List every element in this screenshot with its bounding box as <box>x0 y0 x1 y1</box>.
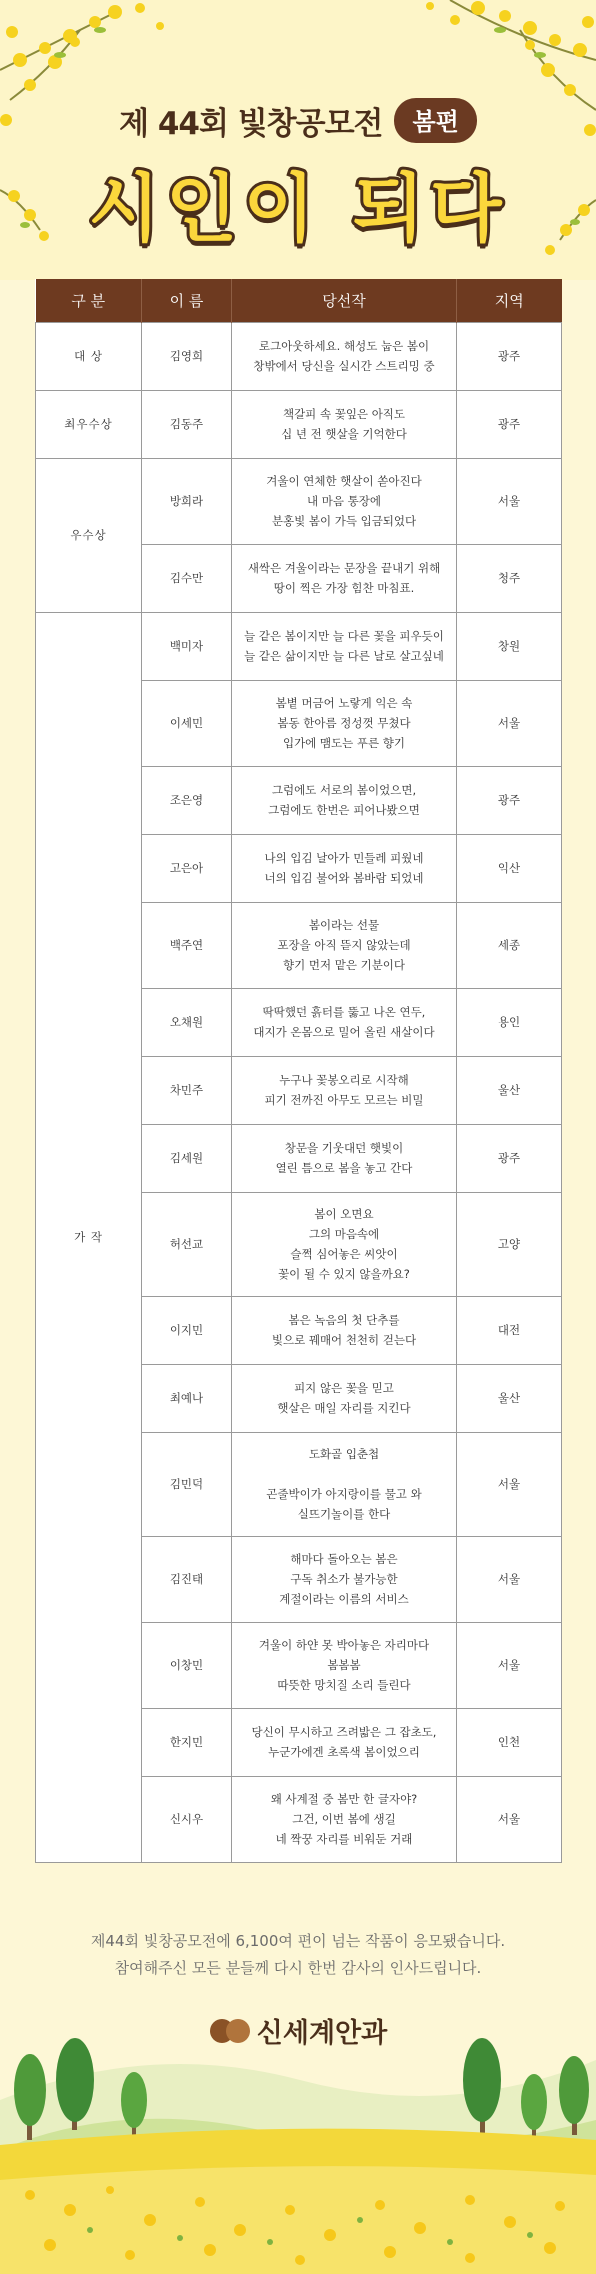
work-cell: 로그아웃하세요. 해성도 눕은 봄이 창밖에서 당신을 실시간 스트리밍 중 <box>232 322 457 390</box>
header-work: 당선작 <box>232 279 457 322</box>
work-cell: 새싹은 겨울이라는 문장을 끝내기 위해 땅이 찍은 가장 힘찬 마침표. <box>232 544 457 612</box>
name-cell: 신시우 <box>142 1776 232 1862</box>
region-cell: 대전 <box>457 1296 562 1364</box>
award-cell: 가 작 <box>36 612 142 1862</box>
region-cell: 광주 <box>457 1124 562 1192</box>
work-cell: 봄이 오면요 그의 마음속에 슬쩍 심어놓은 씨앗이 꽃이 될 수 있지 않을까요? <box>232 1192 457 1296</box>
region-cell: 서울 <box>457 680 562 766</box>
region-cell: 서울 <box>457 1776 562 1862</box>
table-header-row <box>36 279 562 322</box>
name-cell: 김영희 <box>142 322 232 390</box>
work-cell: 봄이라는 선물 포장을 아직 뜯지 않았는데 향기 먼저 맡은 기분이다 <box>232 902 457 988</box>
work-cell: 왜 사계절 중 봄만 한 글자야? 그건, 이번 봄에 생길 네 짝꿍 자리를 비워둔 거래 <box>232 1776 457 1862</box>
name-cell: 백주연 <box>142 902 232 988</box>
name-cell: 한지민 <box>142 1708 232 1776</box>
header-award: 구 분 <box>36 279 142 322</box>
region-cell: 광주 <box>457 766 562 834</box>
name-cell: 김동주 <box>142 390 232 458</box>
header-region: 지역 <box>457 279 562 322</box>
region-cell: 서울 <box>457 1432 562 1536</box>
region-cell: 고양 <box>457 1192 562 1296</box>
brand-logo-icon <box>209 2018 251 2044</box>
award-cell: 대 상 <box>36 322 142 390</box>
closing-message: 제44회 빛창공모전에 6,100여 편이 넘는 작품이 응모됐습니다. 참여해주신 모든 분들께 다시 한번 감사의 인사드립니다. <box>90 1932 506 1977</box>
work-cell: 나의 입김 날아가 민들레 피웠네 너의 입김 불어와 봄바람 되었네 <box>232 834 457 902</box>
header-banner <box>0 0 596 280</box>
table-row <box>36 390 562 458</box>
work-cell: 창문을 기웃대던 햇빛이 열린 틈으로 봄을 놓고 간다 <box>232 1124 457 1192</box>
region-cell: 서울 <box>457 1536 562 1622</box>
name-cell: 백미자 <box>142 612 232 680</box>
brand-name: 신세계안과 <box>256 2018 388 2049</box>
work-cell: 겨울이 하얀 못 박아놓은 자리마다 봄봄봄 따뜻한 망치질 소리 들린다 <box>232 1622 457 1708</box>
contest-subtitle: 제 44회 빛창공모전 <box>119 106 383 142</box>
work-cell: 누구나 꽃봉오리로 시작해 피기 전까진 아무도 모르는 비밀 <box>232 1056 457 1124</box>
region-cell: 서울 <box>457 458 562 544</box>
work-cell: 책갈피 속 꽃잎은 아직도 십 년 전 햇살을 기억한다 <box>232 390 457 458</box>
region-cell: 광주 <box>457 322 562 390</box>
name-cell: 김진태 <box>142 1536 232 1622</box>
name-cell: 허선교 <box>142 1192 232 1296</box>
region-cell: 세종 <box>457 902 562 988</box>
work-cell: 늘 같은 봄이지만 늘 다른 꽃을 피우듯이 늘 같은 삶이지만 늘 다른 날로 살고싶네 <box>232 612 457 680</box>
name-cell: 최예나 <box>142 1364 232 1432</box>
table-row <box>36 458 562 544</box>
region-cell: 광주 <box>457 390 562 458</box>
table-row <box>36 322 562 390</box>
name-cell: 차민주 <box>142 1056 232 1124</box>
work-cell: 딱딱했던 흙터를 뚫고 나온 연두, 대지가 온몸으로 밀어 올린 새살이다 <box>232 988 457 1056</box>
region-cell: 익산 <box>457 834 562 902</box>
name-cell: 오채원 <box>142 988 232 1056</box>
name-cell: 조은영 <box>142 766 232 834</box>
region-cell: 창원 <box>457 612 562 680</box>
region-cell: 울산 <box>457 1364 562 1432</box>
award-cell: 우수상 <box>36 458 142 612</box>
region-cell: 청주 <box>457 544 562 612</box>
work-cell: 그럼에도 서로의 봄이었으면, 그럼에도 한번은 피어나봤으면 <box>232 766 457 834</box>
name-cell: 이지민 <box>142 1296 232 1364</box>
region-cell: 인천 <box>457 1708 562 1776</box>
work-cell: 봄은 녹음의 첫 단추를 빛으로 꿰매어 천천히 걷는다 <box>232 1296 457 1364</box>
table-row <box>36 612 562 680</box>
work-cell: 봄볕 머금어 노랗게 익은 속 봄동 한아름 정성껏 무쳤다 입가에 맴도는 푸른 향기 <box>232 680 457 766</box>
name-cell: 김민덕 <box>142 1432 232 1536</box>
region-cell: 울산 <box>457 1056 562 1124</box>
flower-field-icon <box>0 2129 596 2274</box>
work-cell: 해마다 돌아오는 봄은 구독 취소가 불가능한 계절이라는 이름의 서비스 <box>232 1536 457 1622</box>
brand-logo <box>0 2011 596 2050</box>
work-cell: 도화골 입춘첩 곤줄박이가 아지랑이를 물고 와 실뜨기놀이를 한다 <box>232 1432 457 1536</box>
work-cell: 피지 않은 꽃을 믿고 햇살은 매일 자리를 지킨다 <box>232 1364 457 1432</box>
name-cell: 이창민 <box>142 1622 232 1708</box>
work-cell: 겨울이 연체한 햇살이 쏟아진다 내 마음 통장에 분홍빛 봄이 가득 입금되었다 <box>232 458 457 544</box>
season-badge: 봄편 <box>394 98 476 143</box>
name-cell: 방희라 <box>142 458 232 544</box>
name-cell: 이세민 <box>142 680 232 766</box>
name-cell: 김세원 <box>142 1124 232 1192</box>
region-cell: 용인 <box>457 988 562 1056</box>
award-cell: 최우수상 <box>36 390 142 458</box>
name-cell: 고은아 <box>142 834 232 902</box>
winners-table-body <box>36 322 562 1862</box>
region-cell: 서울 <box>457 1622 562 1708</box>
name-cell: 김수만 <box>142 544 232 612</box>
work-cell: 당신이 무시하고 즈려밟은 그 잡초도, 누군가에겐 초록색 봄이었으리 <box>232 1708 457 1776</box>
winners-table <box>35 279 562 1863</box>
main-title: 시인이 되다 <box>88 166 508 252</box>
header-name: 이 름 <box>142 279 232 322</box>
